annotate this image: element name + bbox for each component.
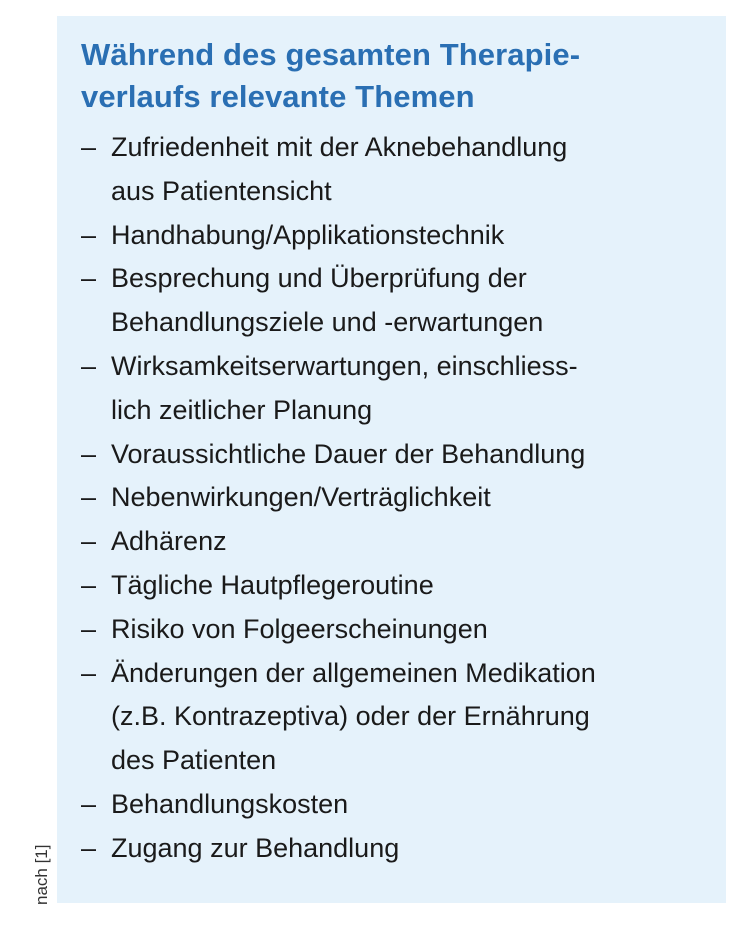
list-dash: – [81, 526, 97, 557]
box-title [81, 34, 706, 118]
list-item-line: Behandlungskosten [111, 788, 349, 819]
list-dash: – [81, 132, 97, 162]
list-item-line: des Patienten [111, 745, 277, 776]
list-item-line: (z.B. Kontrazeptiva) oder der Ernährung [111, 701, 590, 732]
list-item-line: Voraussichtliche Dauer der Behandlung [111, 438, 586, 469]
list-item [81, 126, 706, 214]
list-item-line: Behandlungsziele und -erwartungen [111, 307, 544, 338]
list-item [81, 214, 706, 258]
list-item [81, 652, 706, 783]
list-dash: – [81, 832, 97, 863]
list-dash: – [81, 438, 97, 469]
list-dash: – [81, 657, 97, 688]
list-item-line: Besprechung und Überprüfung der [111, 263, 527, 294]
list-item-line: Änderungen der allgemeinen Medikation [111, 657, 596, 688]
list-item-line: Zugang zur Behandlung [111, 832, 400, 863]
list-item [81, 608, 706, 652]
list-item-line: Zufriedenheit mit der Aknebehandlung [111, 132, 568, 162]
list-item [81, 827, 706, 871]
list-item [81, 564, 706, 608]
list-item [81, 783, 706, 827]
list-dash: – [81, 613, 97, 644]
box-title-line-2: verlaufs relevante Themen [81, 79, 475, 114]
list-item-line: Handhabung/Applikationstechnik [111, 219, 505, 250]
list-item [81, 257, 706, 345]
list-dash: – [81, 788, 97, 819]
list-item-line: lich zeitlicher Planung [111, 394, 373, 425]
list-item-line: Tägliche Hautpflegeroutine [111, 569, 434, 600]
box-title-line-1: Während des gesamten Therapie- [81, 37, 581, 72]
list-dash: – [81, 350, 97, 381]
list-item [81, 345, 706, 433]
list-item [81, 476, 706, 520]
list-dash: – [81, 219, 97, 250]
source-reference: nach [1] [32, 844, 51, 905]
list-item-line: aus Patientensicht [111, 175, 332, 206]
list-item [81, 520, 706, 564]
list-item [81, 433, 706, 477]
list-dash: – [81, 482, 97, 513]
list-dash: – [81, 569, 97, 600]
info-box [57, 16, 726, 903]
topic-list [81, 126, 706, 871]
list-item-line: Nebenwirkungen/Verträglichkeit [111, 482, 491, 513]
list-item-line: Adhärenz [111, 526, 227, 557]
list-dash: – [81, 263, 97, 294]
list-item-line: Wirksamkeitserwartungen, einschliess- [111, 350, 578, 381]
list-item-line: Risiko von Folgeerscheinungen [111, 613, 488, 644]
